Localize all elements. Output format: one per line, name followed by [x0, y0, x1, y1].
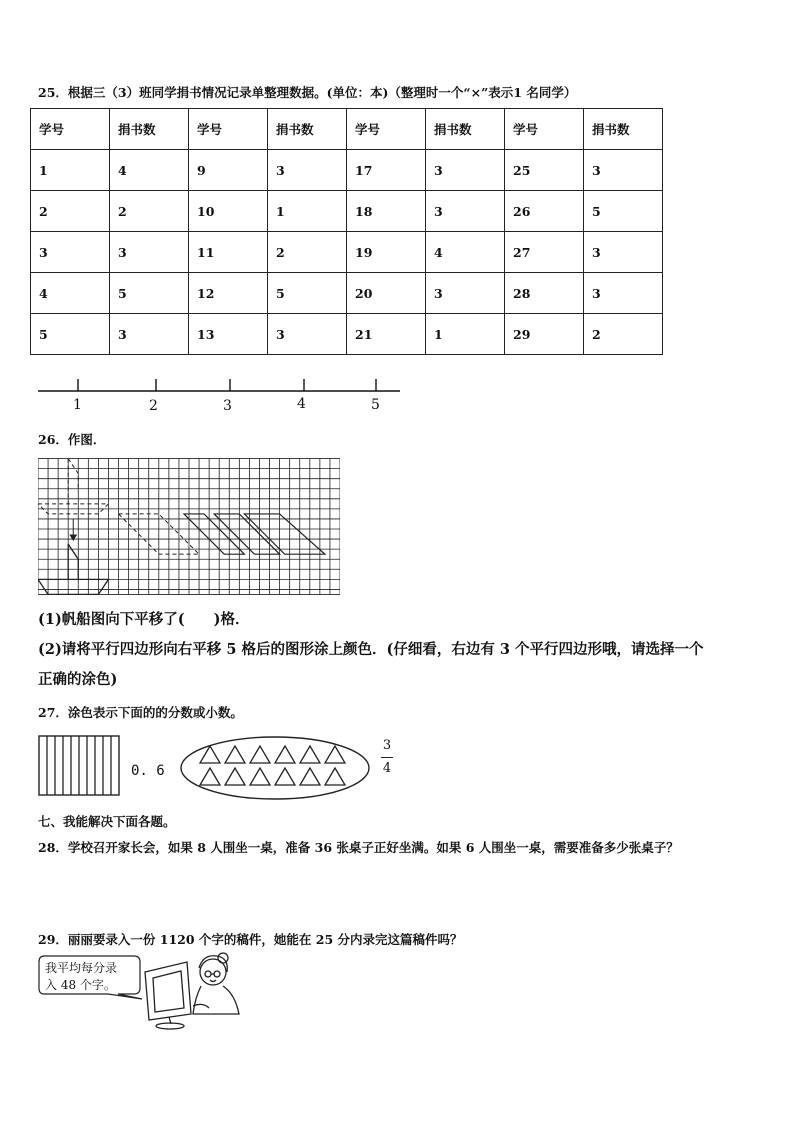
table-header-row — [31, 109, 663, 150]
table-cell: 3 — [110, 232, 189, 273]
table-cell: 5 — [110, 273, 189, 314]
fraction-denominator: 4 — [382, 761, 392, 776]
table-cell: 27 — [505, 232, 584, 273]
table-header: 捐书数 — [426, 109, 505, 150]
table-cell: 21 — [347, 314, 426, 355]
triangle-shape — [325, 768, 345, 785]
table-cell: 13 — [189, 314, 268, 355]
table-cell: 2 — [110, 191, 189, 232]
axis-label: 4 — [297, 396, 306, 412]
table-cell: 4 — [31, 273, 110, 314]
table-cell: 4 — [110, 150, 189, 191]
table-cell: 2 — [31, 191, 110, 232]
table-cell: 3 — [584, 273, 663, 314]
table-cell: 26 — [505, 191, 584, 232]
table-header: 学号 — [347, 109, 426, 150]
number-line — [38, 375, 402, 395]
q27-title: 27．涂色表示下面的的分数或小数。 — [38, 705, 243, 720]
triangle-shape — [225, 768, 245, 785]
girl-computer-illustration — [143, 950, 243, 1030]
table-cell: 2 — [584, 314, 663, 355]
q26-sub2-line2: 正确的涂色) — [38, 671, 118, 688]
table-header: 学号 — [31, 109, 110, 150]
table-row — [31, 150, 663, 191]
table-cell: 3 — [584, 232, 663, 273]
q26-title: 26．作图． — [38, 432, 106, 447]
table-cell: 4 — [426, 232, 505, 273]
table-cell: 11 — [189, 232, 268, 273]
triangle-shape — [250, 746, 270, 763]
table-cell: 5 — [31, 314, 110, 355]
section-heading: 七、我能解决下面各题。 — [38, 814, 176, 829]
table-header: 学号 — [189, 109, 268, 150]
table-cell: 1 — [426, 314, 505, 355]
table-cell: 2 — [268, 232, 347, 273]
table-cell: 9 — [189, 150, 268, 191]
table-cell: 18 — [347, 191, 426, 232]
axis-label: 2 — [149, 398, 158, 414]
table-cell: 3 — [268, 150, 347, 191]
striped-rectangle — [38, 735, 122, 797]
triangle-shape — [225, 746, 245, 763]
parallelogram-option — [244, 514, 325, 554]
table-cell: 3 — [110, 314, 189, 355]
table-cell: 1 — [31, 150, 110, 191]
table-cell: 25 — [505, 150, 584, 191]
table-cell: 20 — [347, 273, 426, 314]
table-row — [31, 191, 663, 232]
axis-label: 3 — [223, 398, 232, 414]
table-header: 捐书数 — [584, 109, 663, 150]
table-cell: 3 — [268, 314, 347, 355]
donation-table — [30, 108, 663, 355]
axis-label: 5 — [371, 397, 380, 413]
table-cell: 3 — [426, 191, 505, 232]
table-cell: 3 — [31, 232, 110, 273]
table-header: 捐书数 — [110, 109, 189, 150]
q29-title: 29．丽丽要录入一份 1120 个字的稿件，她能在 25 分内录完这篇稿件吗？ — [38, 932, 463, 947]
bubble-line2: 入 48 个字。 — [45, 978, 116, 992]
table-cell: 3 — [584, 150, 663, 191]
bubble-line1: 我平均每分录 — [45, 961, 118, 975]
translation-grid — [38, 458, 340, 595]
table-cell: 5 — [584, 191, 663, 232]
table-cell: 1 — [268, 191, 347, 232]
triangle-shape — [250, 768, 270, 785]
q26-sub2-line1: (2)请将平行四边形向右平移 5 格后的图形涂上颜色．(仔细看，右边有 3 个平行四边形哦，请选择一个 — [38, 641, 704, 658]
axis-label: 1 — [73, 397, 82, 413]
q25-title: 25．根据三（3）班同学捐书情况记录单整理数据。(单位：本)（整理时一个“×”表示1 名同学） — [38, 85, 577, 100]
table-cell: 19 — [347, 232, 426, 273]
table-header: 学号 — [505, 109, 584, 150]
table-cell: 10 — [189, 191, 268, 232]
parallelogram-option — [184, 514, 244, 554]
table-cell: 17 — [347, 150, 426, 191]
table-cell: 3 — [426, 150, 505, 191]
table-row — [31, 232, 663, 273]
sailboat-dashed — [38, 459, 108, 514]
triangle-ellipse — [178, 734, 372, 802]
decimal-label: 0. 6 — [131, 763, 165, 779]
table-cell: 5 — [268, 273, 347, 314]
down-arrow-icon — [70, 519, 76, 540]
q28-text: 28．学校召开家长会，如果 8 人围坐一桌，准备 36 张桌子正好坐满。如果 6 人围坐一桌，需要准备多少张桌子？ — [38, 840, 679, 855]
fraction-numerator: 3 — [382, 738, 392, 753]
triangle-shape — [325, 746, 345, 763]
q26-sub1: (1)帆船图向下平移了( )格． — [38, 611, 250, 628]
triangle-shape — [300, 746, 320, 763]
table-cell: 3 — [426, 273, 505, 314]
fraction-bar — [381, 757, 393, 758]
table-header: 捐书数 — [268, 109, 347, 150]
triangle-shape — [300, 768, 320, 785]
table-cell: 12 — [189, 273, 268, 314]
table-cell: 28 — [505, 273, 584, 314]
table-row — [31, 273, 663, 314]
triangle-shape — [275, 768, 295, 785]
table-cell: 29 — [505, 314, 584, 355]
triangle-shape — [200, 768, 220, 785]
triangle-shape — [275, 746, 295, 763]
table-row — [31, 314, 663, 355]
